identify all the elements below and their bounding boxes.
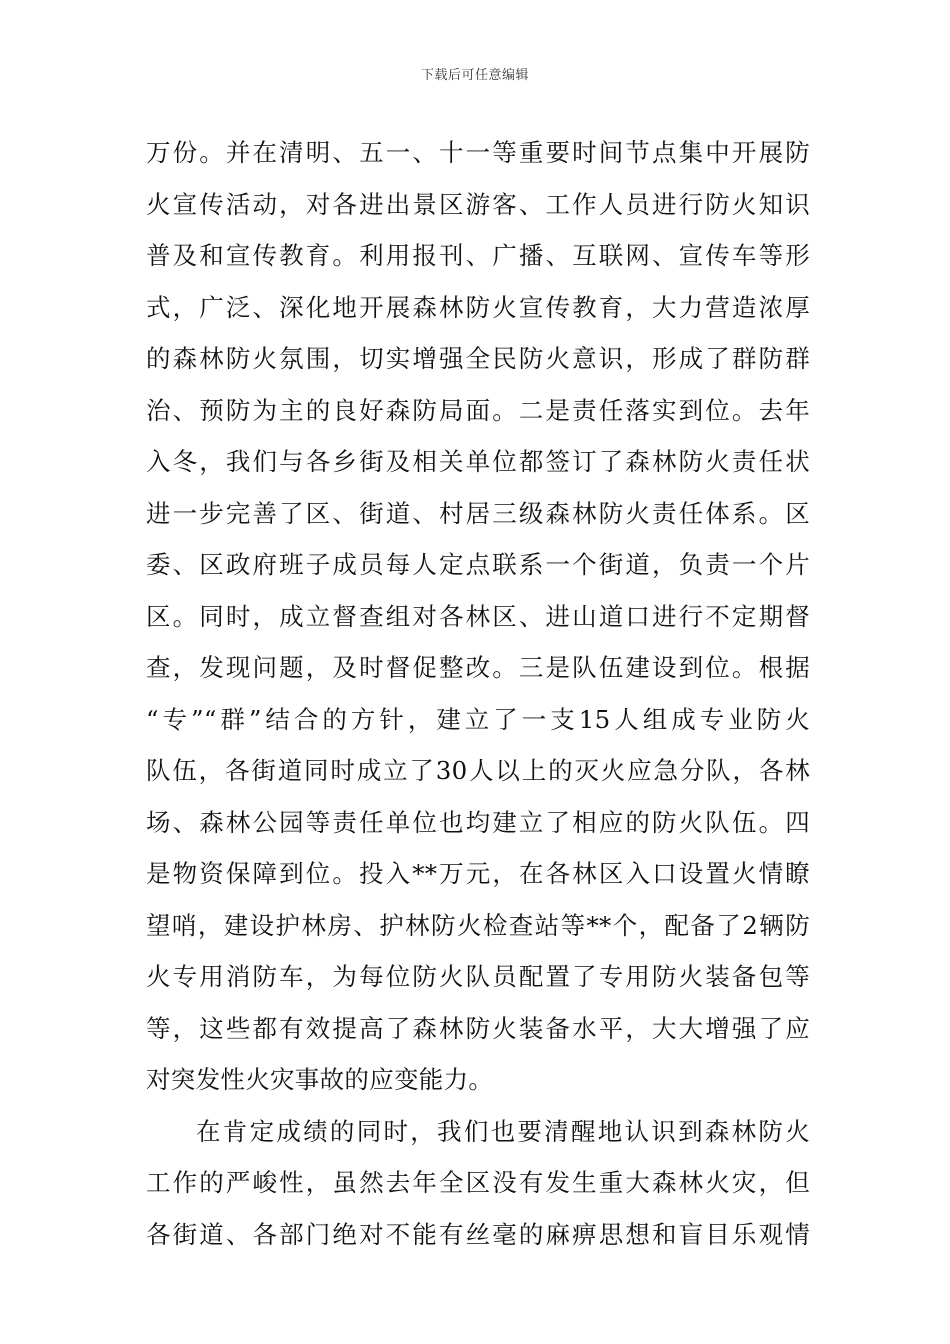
text-line: 查，发现问题，及时督促整改。三是队伍建设到位。根据 xyxy=(146,653,810,682)
text-line: 治、预防为主的良好森防局面。二是责任落实到位。去年 xyxy=(146,395,810,425)
text-line: 火专用消防车，为每位防火队员配置了专用防火装备包等 xyxy=(146,962,810,991)
document-body xyxy=(146,127,810,1260)
text-line: 队伍，各街道同时成立了30人以上的灭火应急分队，各林 xyxy=(146,756,810,785)
text-line: 工作的严峻性，虽然去年全区没有发生重大森林火灾，但 xyxy=(146,1168,810,1197)
text-line: 的森林防火氛围，切实增强全民防火意识，形成了群防群 xyxy=(146,344,810,373)
text-line: 等，这些都有效提高了森林防火装备水平，大大增强了应 xyxy=(146,1013,810,1043)
text-line-paragraph-start: 在肯定成绩的同时，我们也要清醒地认识到森林防火 xyxy=(196,1116,810,1146)
text-line: 进一步完善了区、街道、村居三级森林防火责任体系。区 xyxy=(146,498,810,528)
text-line: “专”“群”结合的方针，建立了一支15人组成专业防火 xyxy=(146,704,810,734)
text-line: 区。同时，成立督查组对各林区、进山道口进行不定期督 xyxy=(146,601,810,631)
text-line: 望哨，建设护林房、护林防火检查站等**个，配备了2辆防 xyxy=(146,910,810,940)
text-line: 场、森林公园等责任单位也均建立了相应的防火队伍。四 xyxy=(146,807,810,837)
text-line: 万份。并在清明、五一、十一等重要时间节点集中开展防 xyxy=(146,138,810,167)
text-line: 是物资保障到位。投入**万元，在各林区入口设置火情瞭 xyxy=(146,859,810,888)
text-line: 普及和宣传教育。利用报刊、广播、互联网、宣传车等形 xyxy=(146,241,810,270)
text-line: 火宣传活动，对各进出景区游客、工作人员进行防火知识 xyxy=(146,189,810,219)
text-line: 对突发性火灾事故的应变能力。 xyxy=(146,1065,494,1094)
text-line: 入冬，我们与各乡街及相关单位都签订了森林防火责任状 xyxy=(146,447,810,476)
text-line: 各街道、各部门绝对不能有丝毫的麻痹思想和盲目乐观情 xyxy=(146,1219,810,1249)
text-line: 式，广泛、深化地开展森林防火宣传教育，大力营造浓厚 xyxy=(146,292,810,322)
page-header-note: 下载后可任意编辑 xyxy=(420,68,529,83)
text-line: 委、区政府班子成员每人定点联系一个街道，负责一个片 xyxy=(146,550,810,579)
